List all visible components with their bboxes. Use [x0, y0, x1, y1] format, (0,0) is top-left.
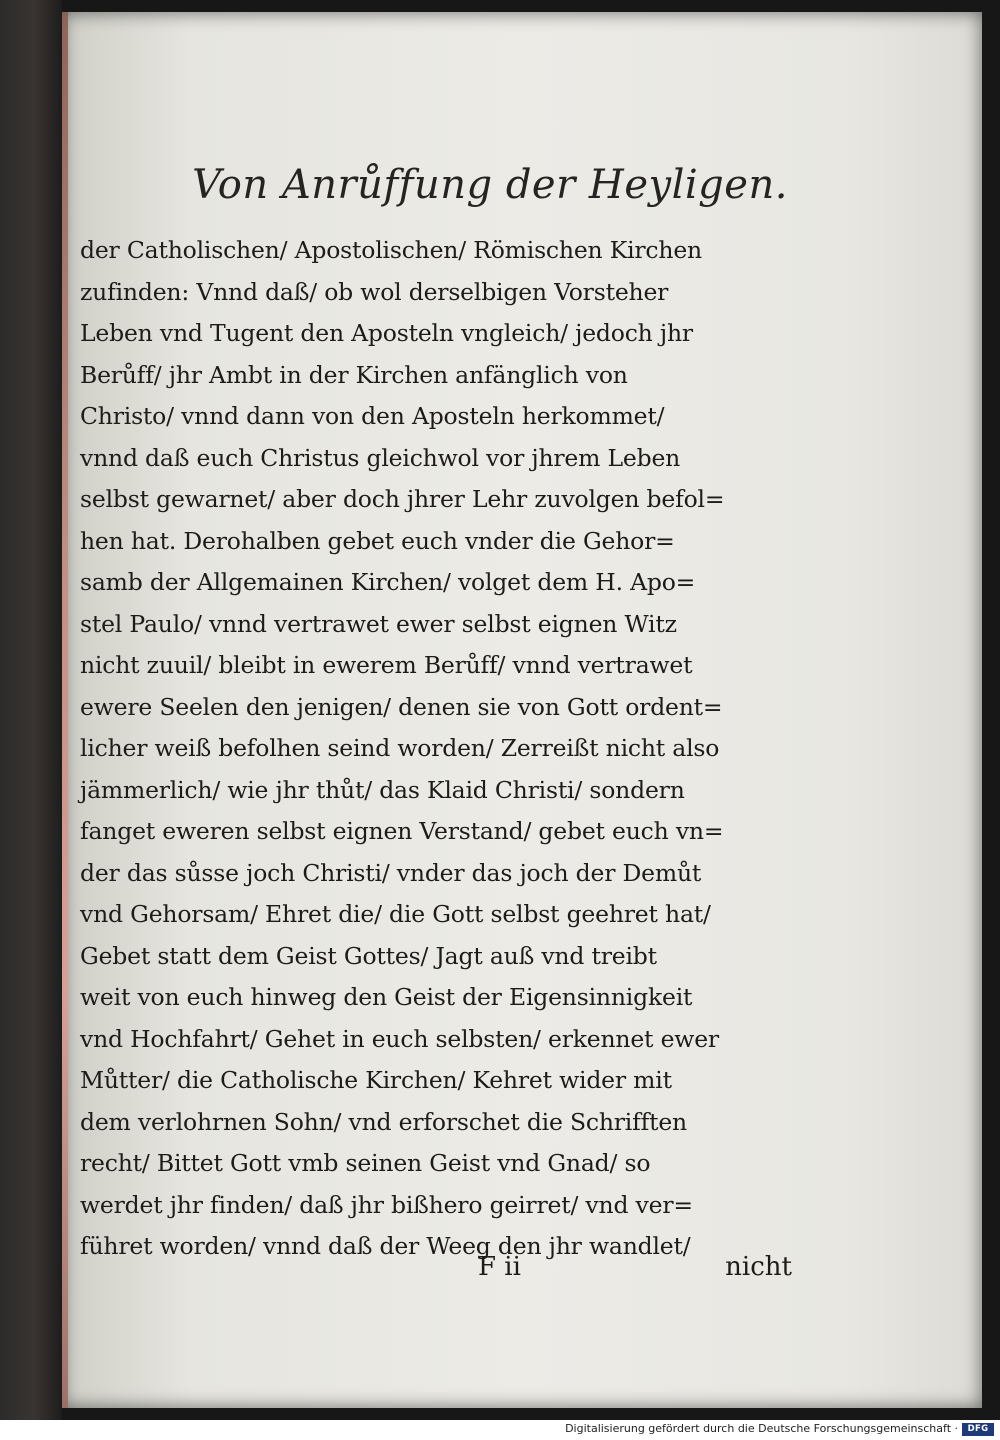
text-line-9: samb der Allgemainen Kirchen/ volget dem H. Apo= [80, 568, 696, 596]
text-line-2: zufinden: Vnnd daß/ ob wol derselbigen Vorsteher [80, 277, 669, 306]
dfg-logo[interactable]: DFG [962, 1423, 994, 1436]
catchword: nicht [725, 1252, 792, 1282]
page-footer-line [80, 1246, 792, 1288]
signature-mark: F ii [478, 1252, 521, 1282]
text-line-13: licher weiß befolhen seind worden/ Zerreißt nicht also [80, 734, 720, 762]
text-line-7: selbst gewarnet/ aber doch jhrer Lehr zuvolgen befol= [80, 485, 725, 513]
text-line-8: hen hat. Derohalben gebet euch vnder die Gehor= [80, 526, 675, 555]
text-line-4: Berůff/ jhr Ambt in der Kirchen anfänglich von [80, 360, 628, 389]
funding-notice: Digitalisierung gefördert durch die Deutsche Forschungsgemeinschaft · [565, 1422, 958, 1435]
text-line-19: weit von euch hinweg den Geist der Eigensinnigkeit [80, 983, 693, 1011]
text-line-3: Leben vnd Tugent den Aposteln vngleich/ jedoch jhr [80, 319, 693, 347]
text-line-5: Christo/ vnnd dann von den Aposteln herkommet/ [80, 402, 665, 430]
funding-bar [0, 1420, 1000, 1440]
book-page [62, 12, 982, 1408]
text-line-14: jämmerlich/ wie jhr thůt/ das Klaid Christi/ sondern [80, 775, 685, 804]
text-line-17: vnd Gehorsam/ Ehret die/ die Gott selbst geehret hat/ [80, 900, 711, 928]
text-line-22: dem verlohrnen Sohn/ vnd erforschet die Schrifften [80, 1107, 687, 1136]
text-line-21: Můtter/ die Catholische Kirchen/ Kehret wider mit [80, 1066, 672, 1094]
text-line-15: fanget eweren selbst eignen Verstand/ gebet euch vn= [80, 817, 724, 845]
text-line-1: der Catholischen/ Apostolischen/ Römischen Kirchen [80, 236, 702, 264]
book-binding [0, 0, 62, 1420]
text-line-24: werdet jhr finden/ daß jhr bißhero geirret/ vnd ver= [80, 1190, 693, 1219]
page-red-edge [62, 12, 68, 1408]
text-line-25: führet worden/ vnnd daß der Weeg den jhr wandlet/ [80, 1232, 691, 1260]
text-line-10: stel Paulo/ vnnd vertrawet ewer selbst eignen Witz [80, 609, 677, 638]
text-line-16: der das sůsse joch Christi/ vnder das joch der Demůt [80, 858, 702, 887]
running-heading: Von Anrůffung der Heyligen. [192, 162, 788, 208]
text-line-18: Gebet statt dem Geist Gottes/ Jagt auß vnd treibt [80, 941, 657, 970]
text-line-20: vnd Hochfahrt/ Gehet in euch selbsten/ erkennet ewer [80, 1024, 719, 1053]
text-line-11: nicht zuuil/ bleibt in ewerem Berůff/ vnnd vertrawet [80, 651, 693, 679]
body-text [80, 230, 792, 1268]
text-line-12: ewere Seelen den jenigen/ denen sie von Gott ordent= [80, 692, 723, 721]
text-line-23: recht/ Bittet Gott vmb seinen Geist vnd Gnad/ so [80, 1149, 651, 1177]
text-line-6: vnnd daß euch Christus gleichwol vor jhrem Leben [80, 443, 681, 472]
